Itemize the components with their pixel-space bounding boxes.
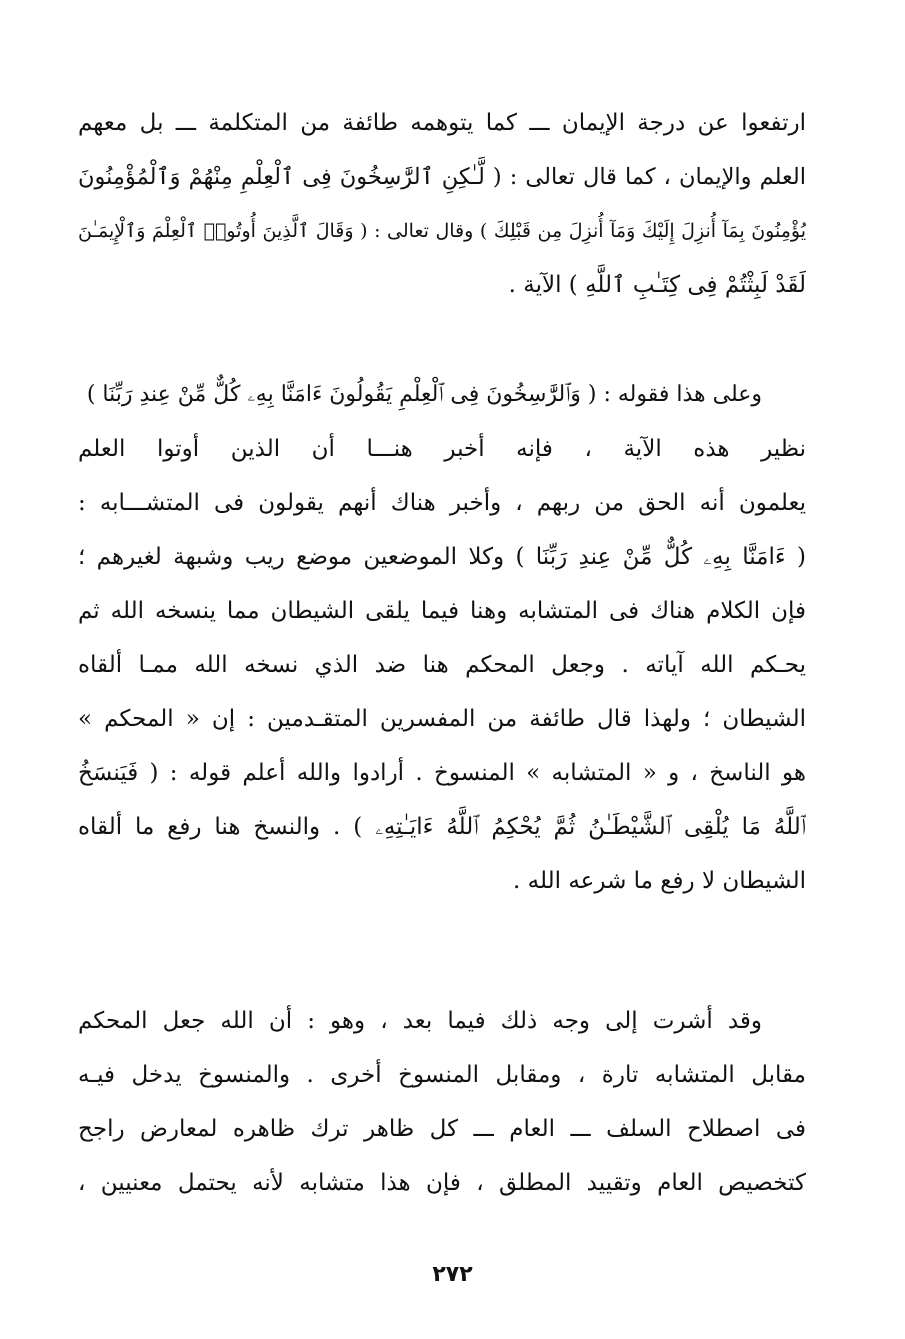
text-line: العلم والإيمان ، كما قال تعالى : ( لَّـٰكِنِ ٱلرَّٰسِخُونَ فِى ٱلْعِلْمِ مِنْهُمْ وَٱلْمُؤْمِنُونَ xyxy=(78,164,806,190)
page-number: ٢٧٢ xyxy=(432,1262,473,1287)
text-line: فى اصطلاح السلف ـــ العام ـــ كل ظاهر ترك ظاهره لمعارض راجح xyxy=(78,1116,806,1142)
text-line: ٱللَّهُ مَا يُلْقِى ٱلشَّيْطَـٰنُ ثُمَّ يُحْكِمُ ٱللَّهُ ءَايَـٰتِهِۦ ) . والنسخ هنا رفع ما ألقاه xyxy=(78,814,806,840)
text-line: ( ءَامَنَّا بِهِۦ كُلٌّ مِّنْ عِندِ رَبِّنَا ) وكلا الموضعين موضع ريب وشبهة لغيرهم ؛ xyxy=(78,544,806,570)
text-line: الشيطان لا رفع ما شرعه الله . xyxy=(513,868,806,894)
text-line: هو الناسخ ، و « المتشابه » المنسوخ . أرادوا والله أعلم قوله : ( فَيَنسَخُ xyxy=(78,760,806,786)
text-line: ارتفعوا عن درجة الإيمان ـــ كما يتوهمه طائفة من المتكلمة ـــ بل معهم xyxy=(78,110,806,136)
text-line: مقابل المتشابه تارة ، ومقابل المنسوخ أخرى . والمنسوخ يدخل فيـه xyxy=(78,1062,806,1088)
text-line: يحـكم الله آياته . وجعل المحكم هنا ضد الذي نسخه الله ممـا ألقاه xyxy=(78,652,806,678)
text-line: يعلمون أنه الحق من ربهم ، وأخبر هناك أنهم يقولون فى المتشـــابه : xyxy=(78,490,806,516)
text-line: الشيطان ؛ ولهذا قال طائفة من المفسرين المتقـدمين : إن « المحكم » xyxy=(78,706,806,732)
paragraph-3 xyxy=(78,994,806,1210)
text-line: وقد أشرت إلى وجه ذلك فيما بعد ، وهو : أن الله جعل المحكم xyxy=(78,1008,762,1034)
text-line: وعلى هذا فقوله : ( وَٱلرَّٰسِخُونَ فِى ٱلْعِلْمِ يَقُولُونَ ءَامَنَّا بِهِۦ كُلٌّ مِّنْ عِندِ رَبِّنَا ) xyxy=(86,382,762,407)
paragraph-2 xyxy=(78,368,806,908)
text-line: لَقَدْ لَبِثْتُمْ فِى كِتَـٰبِ ٱللَّهِ ) الآية . xyxy=(508,272,806,298)
text-line: كتخصيص العام وتقييد المطلق ، فإن هذا متشابه لأنه يحتمل معنيين ، xyxy=(78,1170,806,1196)
text-line: نظير هذه الآية ، فإنه أخبر هنـــا أن الذين أوتوا العلم xyxy=(78,436,806,462)
paragraph-1 xyxy=(78,96,806,312)
text-line: فإن الكلام هناك فى المتشابه وهنا فيما يلقى الشيطان مما ينسخه الله ثم xyxy=(78,598,806,624)
text-line: يُؤْمِنُونَ بِمَآ أُنزِلَ إِلَيْكَ وَمَآ أُنزِلَ مِن قَبْلِكَ ) وقال تعالى : ( وَقَالَ ٱلَّذِينَ أُوتُوا۟ ٱلْعِلْمَ وَٱلْإِيمَـٰنَ xyxy=(78,220,806,242)
